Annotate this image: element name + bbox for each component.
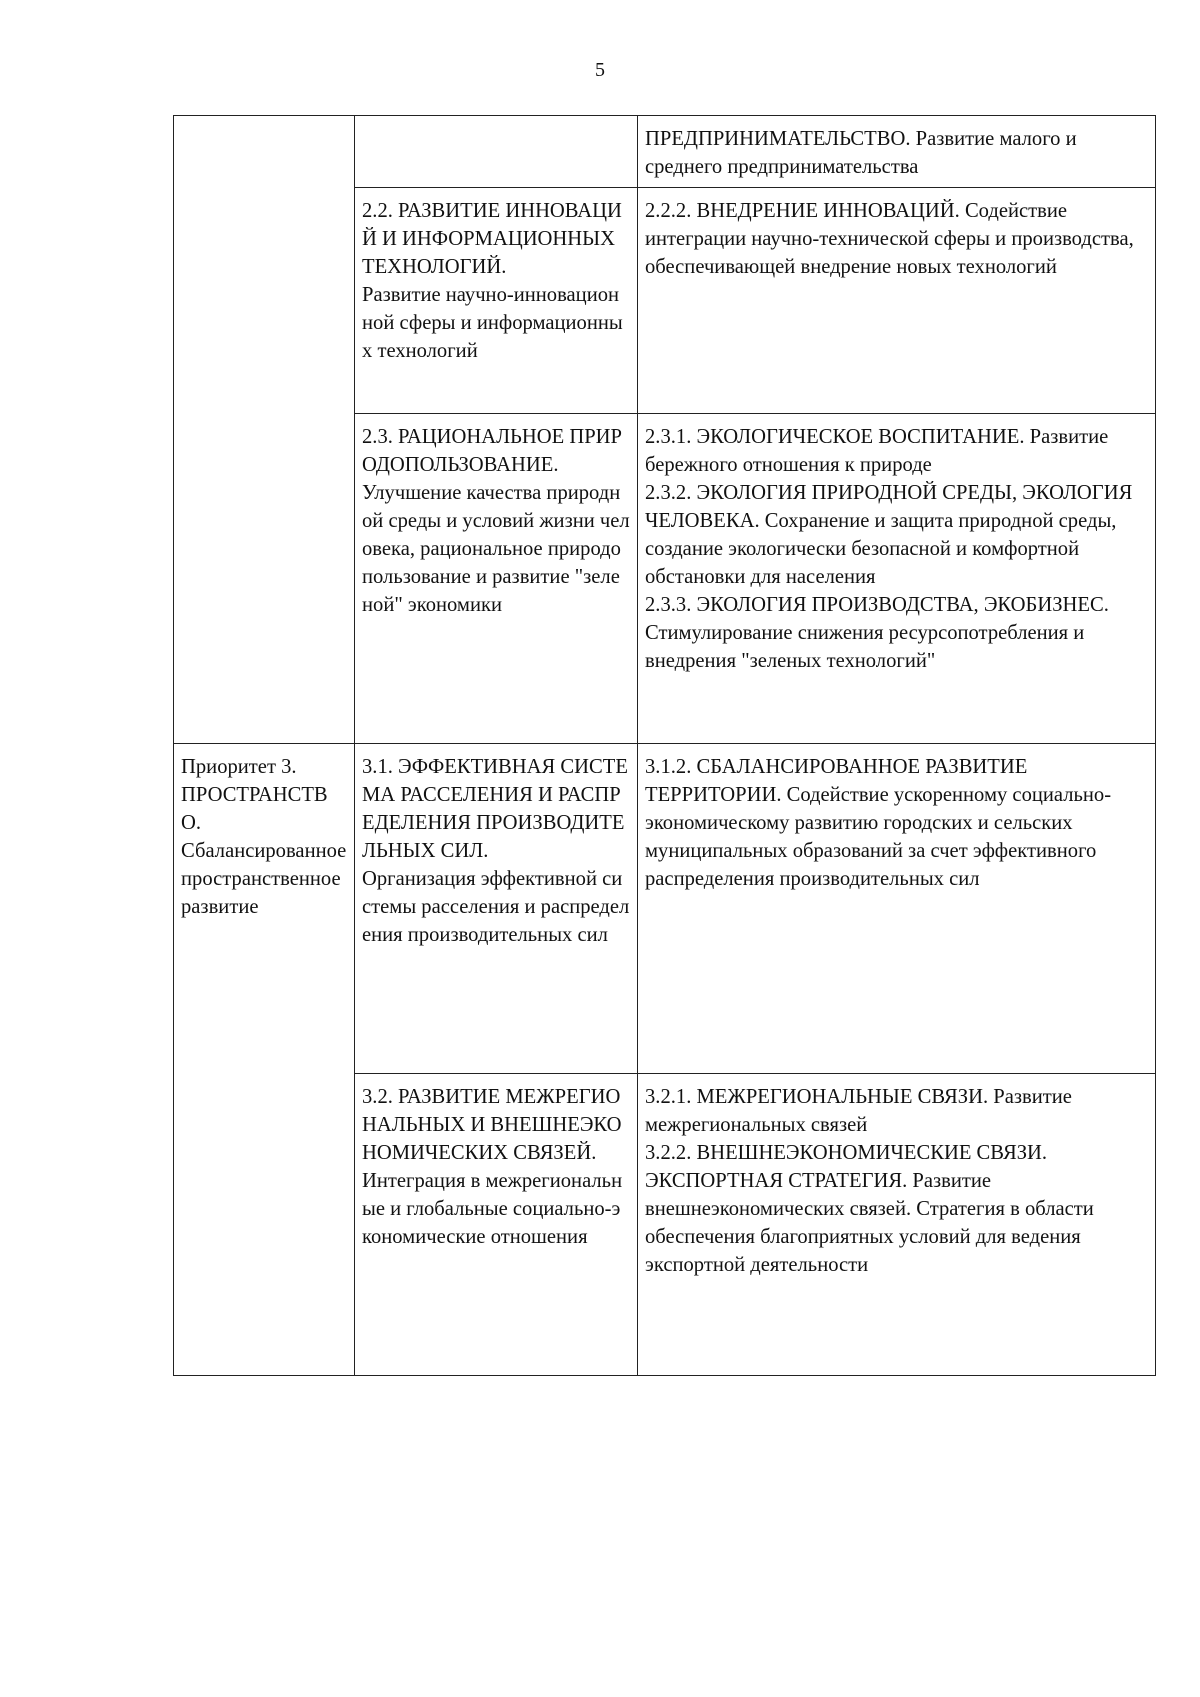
cell-paragraph xyxy=(645,423,1148,479)
item-text: Развитие научно-инновационной сферы и информационных технологий xyxy=(362,284,623,362)
item-heading: 3.2.2. ВНЕШНЕЭКОНОМИЧЕСКИЕ СВЯЗИ. ЭКСПОРТНАЯ СТРАТЕГИЯ. xyxy=(645,1142,1048,1192)
item-heading: 3.2.1. МЕЖРЕГИОНАЛЬНЫЕ СВЯЗИ. xyxy=(645,1086,989,1108)
page-number: 5 xyxy=(595,59,605,81)
cell-paragraph xyxy=(362,281,630,365)
cell-paragraph xyxy=(362,479,630,619)
objective-cell xyxy=(638,744,1156,1074)
item-heading: 3.1.2. СБАЛАНСИРОВАННОЕ РАЗВИТИЕ ТЕРРИТОРИИ. xyxy=(645,756,1028,806)
item-text: Интеграция в межрегиональные и глобальные социально-экономические отношения xyxy=(362,1170,623,1248)
cell-paragraph xyxy=(362,865,630,949)
cell-paragraph xyxy=(181,781,347,837)
item-heading: 2.2. РАЗВИТИЕ ИННОВАЦИЙ И ИНФОРМАЦИОННЫХ ТЕХНОЛОГИЙ. xyxy=(362,200,622,278)
item-text: Сбалансированное пространственное развитие xyxy=(181,840,347,918)
cell-paragraph xyxy=(645,1139,1148,1279)
objective-cell xyxy=(638,116,1156,188)
direction-cell xyxy=(355,1074,638,1376)
cell-paragraph xyxy=(645,479,1148,591)
item-heading: 2.3.2. ЭКОЛОГИЯ ПРИРОДНОЙ СРЕДЫ, ЭКОЛОГИЯ ЧЕЛОВЕКА. xyxy=(645,482,1133,532)
item-text: Содействие ускоренному социально-экономическому развитию городских и сельских муниципальных образований за счет эффективного распределения производительных сил xyxy=(645,784,1112,890)
cell-paragraph xyxy=(362,423,630,479)
direction-cell xyxy=(355,188,638,414)
item-heading: 2.2.2. ВНЕДРЕНИЕ ИННОВАЦИЙ. xyxy=(645,200,960,222)
item-text: Приоритет 3. xyxy=(181,756,297,778)
item-text: Стимулирование снижения ресурсопотребления и внедрения "зеленых технологий" xyxy=(645,622,1085,672)
cell-paragraph xyxy=(362,1167,630,1251)
cell-paragraph xyxy=(645,753,1148,893)
cell-paragraph xyxy=(181,837,347,921)
priority-cell xyxy=(174,744,355,1376)
item-heading: ПРОСТРАНСТВО. xyxy=(181,784,328,834)
cell-paragraph xyxy=(645,1083,1148,1139)
item-heading: 2.3.3. ЭКОЛОГИЯ ПРОИЗВОДСТВА, ЭКОБИЗНЕС. xyxy=(645,594,1109,616)
cell-paragraph xyxy=(645,591,1148,675)
cell-paragraph xyxy=(645,125,1148,181)
table-row xyxy=(174,744,1156,1074)
objective-cell xyxy=(638,188,1156,414)
direction-cell xyxy=(355,414,638,744)
direction-cell xyxy=(355,744,638,1074)
priority-cell xyxy=(174,116,355,744)
item-heading: 2.3.1. ЭКОЛОГИЧЕСКОЕ ВОСПИТАНИЕ. xyxy=(645,426,1025,448)
item-text: Развитие внешнеэкономических связей. Стратегия в области обеспечения благоприятных условий для ведения экспортной деятельности xyxy=(645,1170,1094,1276)
cell-paragraph xyxy=(362,753,630,865)
item-heading: 3.2. РАЗВИТИЕ МЕЖРЕГИОНАЛЬНЫХ И ВНЕШНЕЭКОНОМИЧЕСКИХ СВЯЗЕЙ. xyxy=(362,1086,622,1164)
direction-cell xyxy=(355,116,638,188)
item-text: Развитие малого и среднего предпринимательства xyxy=(645,128,1077,178)
item-heading: 2.3. РАЦИОНАЛЬНОЕ ПРИРОДОПОЛЬЗОВАНИЕ. xyxy=(362,426,623,476)
item-text: Организация эффективной системы расселения и распределения производительных сил xyxy=(362,868,630,946)
item-text: Сохранение и защита природной среды, создание экологически безопасной и комфортной обстановки для населения xyxy=(645,510,1117,588)
item-heading: 3.1. ЭФФЕКТИВНАЯ СИСТЕМА РАССЕЛЕНИЯ И РАСПРЕДЕЛЕНИЯ ПРОИЗВОДИТЕЛЬНЫХ СИЛ. xyxy=(362,756,628,862)
cell-paragraph xyxy=(362,1083,630,1167)
strategy-table xyxy=(173,115,1156,1376)
cell-paragraph xyxy=(181,753,347,781)
cell-paragraph xyxy=(362,197,630,281)
item-text: Развитие бережного отношения к природе xyxy=(645,426,1109,476)
item-text: Содействие интеграции научно-технической сферы и производства, обеспечивающей внедрение новых технологий xyxy=(645,200,1134,278)
objective-cell xyxy=(638,1074,1156,1376)
item-text: Улучшение качества природной среды и условий жизни человека, рациональное природопользование и развитие "зеленой" экономики xyxy=(362,482,630,616)
objective-cell xyxy=(638,414,1156,744)
cell-paragraph xyxy=(645,197,1148,281)
table-row xyxy=(174,116,1156,188)
item-heading: ПРЕДПРИНИМАТЕЛЬСТВО. xyxy=(645,128,911,150)
item-text: Развитие межрегиональных связей xyxy=(645,1086,1072,1136)
